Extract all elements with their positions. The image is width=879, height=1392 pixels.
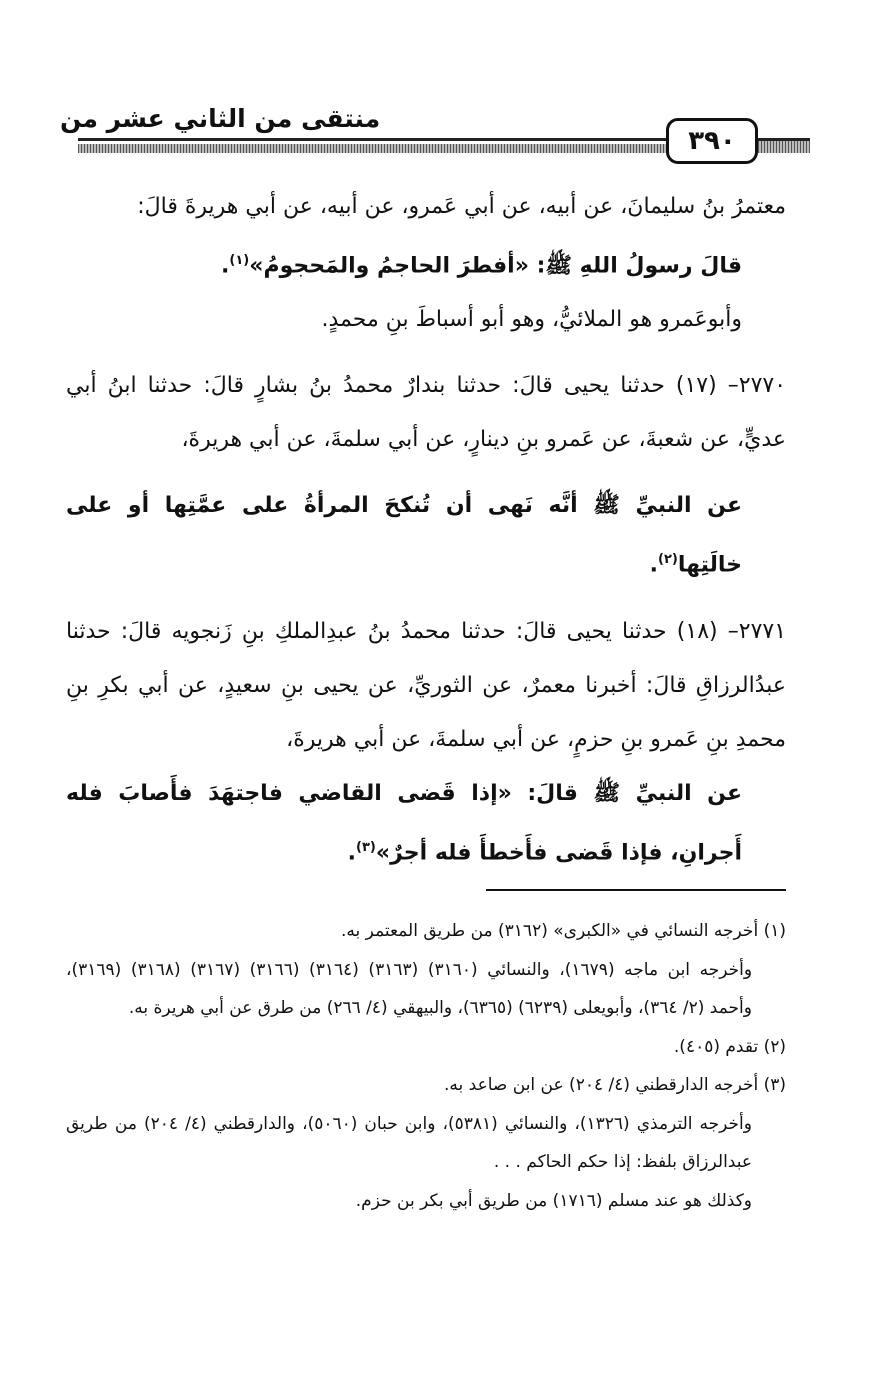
isnad-paragraph: ٢٧٧١– (١٨) حدثنا يحيى قالَ: حدثنا محمدُ بنُ عبدِالملكِ بنِ زَنجويه قالَ: حدثنا عبدُالرزاقِ قالَ: أخبرنا معمرٌ، عن الثوريِّ، عن يحيى بنِ سعيدٍ، عن أبي بكرِ بنِ محمدِ بنِ عَمرو بنِ حزمٍ، عن أبي سلمةَ، عن أبي هريرةَ، — [66, 618, 787, 752]
header-rule — [78, 138, 666, 141]
page-number — [666, 118, 758, 164]
page-number-label: ٣٩٠ — [688, 126, 736, 156]
footnotes — [66, 912, 786, 1220]
main-text — [66, 180, 786, 880]
footnote-3: (٣) أخرجه الدارقطني (٤/ ٢٠٤) عن ابن صاعد به. — [444, 1075, 786, 1095]
footnote-3-continued: وكذلك هو عند مسلم (١٧١٦) من طريق أبي بكر بن حزم. — [355, 1190, 752, 1211]
header-rule-hatched — [78, 144, 666, 153]
hadith-text: عن النبيِّ ﷺ قالَ: «إذا قَضى القاضي فاجتهَدَ فأَصابَ فله أَجرانِ، فإذا قَضى فأَخطأَ فله أجرٌ»$^{(٣)}$. — [66, 780, 742, 865]
text-line: معتمرُ بنُ سليمانَ، عن أبيه، عن أبي عَمرو، عن أبيه، عن أبي هريرةَ قالَ: — [137, 194, 786, 219]
footnote-separator — [486, 889, 786, 891]
footnote-1-continued: وأخرجه ابن ماجه (١٦٧٩)، والنسائي (٣١٦٠) (٣١٦٣) (٣١٦٤) (٣١٦٦) (٣١٦٧) (٣١٦٨) (٣١٦٩)، وأحمد (٢/ ٣٦٤)، وأبويعلى (٦٢٣٩) (٦٣٦٥)، والبيهقي (٤/ ٢٦٦) من طرق عن أبي هريرة به. — [66, 959, 753, 1018]
footnote-1: (١) أخرجه النسائي في «الكبرى» (٣١٦٢) من طريق المعتمر به. — [341, 921, 786, 941]
footnote-ref[interactable]: (٢) — [658, 552, 678, 568]
footnote-2: (٢) تقدم (٤٠٥). — [673, 1036, 786, 1057]
footnote-ref[interactable]: (٣) — [356, 839, 376, 855]
isnad-paragraph: ٢٧٧٠– (١٧) حدثنا يحيى قالَ: حدثنا بندارٌ محمدُ بنُ بشارٍ قالَ: حدثنا ابنُ أبي عديٍّ، عن شعبةَ، عن عَمرو بنِ دينارٍ، عن أبي سلمةَ، عن أبي هريرةَ، — [66, 373, 787, 453]
footnote-3-continued: وأخرجه الترمذي (١٣٢٦)، والنسائي (٥٣٨١)، وابن حبان (٥٠٦٠)، والدارقطني (٤/ ٢٠٤) من طريق عبدالرزاق بلفظ: إذا حكم الحاكم . . . — [66, 1113, 752, 1172]
footnote-ref[interactable]: (١) — [229, 253, 250, 268]
header-rule-hatched-right — [758, 138, 810, 153]
text-line: وأبوعَمرو هو الملائيُّ، وهو أبو أسباطَ بنِ محمدٍ. — [321, 307, 742, 333]
running-title: منتقى من الثاني عشر من — [60, 104, 381, 133]
hadith-text: قالَ رسولُ اللهِ ﷺ: «أفطرَ الحاجمُ والمَحجومُ»$^{(١)}$. — [221, 253, 742, 279]
hadith-text: عن النبيِّ ﷺ أنَّه نَهى أن تُنكحَ المرأةُ على عمَّتِها أو على خالَتِها$^{(٢)}$. — [66, 493, 742, 578]
